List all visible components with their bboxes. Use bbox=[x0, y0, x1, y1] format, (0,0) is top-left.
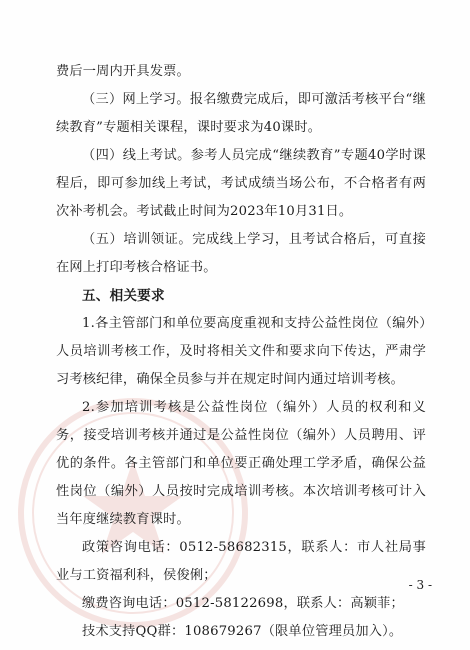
contact-tech-support: 技术支持QQ群：108679267（限单位管理员加入）。 bbox=[82, 624, 403, 639]
document-body bbox=[56, 58, 426, 646]
paragraph-invoice-continuation: 费后一周内开具发票。 bbox=[56, 64, 190, 79]
paragraph-requirement-1: 1.各主管部门和单位要高度重视和支持公益性岗位（编外）人员培训考核工作，及时将相关文件和要求向下传达，严肃学习考核纪律，确保全员参与并在规定时间内通过培训考核。 bbox=[56, 316, 426, 387]
paragraph-certificate: （五）培训领证。完成线上学习，且考试合格后，可直接在网上打印考核合格证书。 bbox=[56, 232, 426, 275]
contact-policy: 政策咨询电话：0512-58682315，联系人：市人社局事业与工资福利科，侯俊俐； bbox=[56, 540, 426, 583]
section-heading-requirements: 五、相关要求 bbox=[82, 288, 165, 304]
page-number: - 3 - bbox=[408, 578, 432, 592]
paragraph-online-study: （三）网上学习。报名缴费完成后，即可激活考核平台“继续教育”专题相关课程，课时要求为40课时。 bbox=[56, 92, 426, 135]
contact-payment: 缴费咨询电话：0512-58122698，联系人：高颖菲； bbox=[82, 596, 404, 611]
paragraph-online-exam: （四）线上考试。参考人员完成“继续教育”专题40学时课程后，即可参加线上考试，考试成绩当场公布，不合格者有两次补考机会。考试截止时间为2023年10月31日。 bbox=[56, 148, 426, 219]
paragraph-requirement-2: 2.参加培训考核是公益性岗位（编外）人员的权利和义务，接受培训考核并通过是公益性岗位（编外）人员聘用、评优的条件。各主管部门和单位要正确处理工学矛盾，确保公益性岗位（编外）人员按时完成培训考核。本次培训考核可计入当年度继续教育课时。 bbox=[56, 400, 426, 527]
